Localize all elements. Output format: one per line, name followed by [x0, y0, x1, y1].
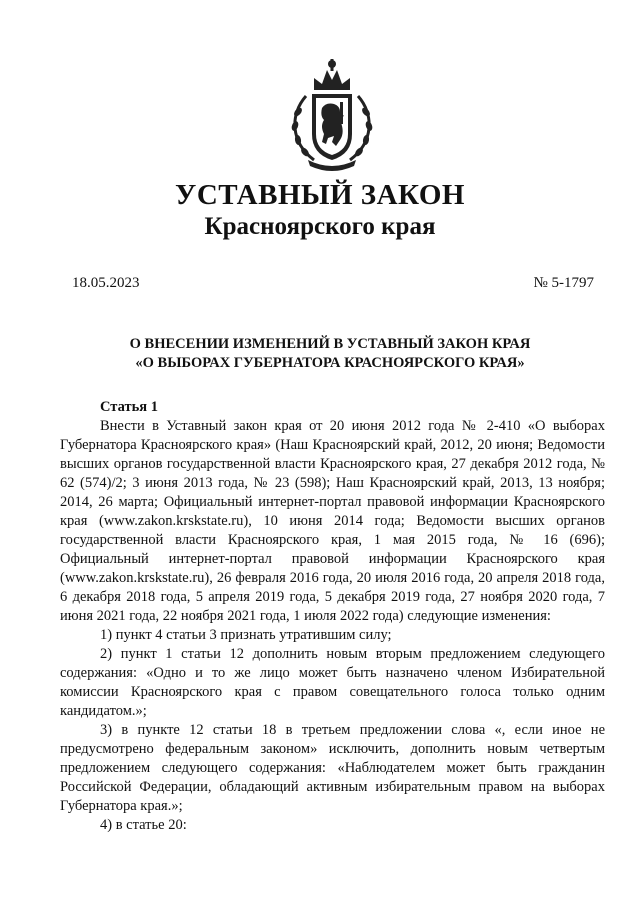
paragraph-item-3: 3) в пункте 12 статьи 18 в третьем предложении слова «, если иное не предусмотрено федеральным законом» исключить, дополнить новым четвертым предложением следующего содержания: «Наблюдателем может быть гражданин Российской Федерации, обладающий активным избирательным правом на выборах Губернатора края.»;: [60, 722, 605, 814]
document-date: 18.05.2023: [72, 275, 140, 291]
paragraph-item-1: 1) пункт 4 статьи 3 признать утратившим силу;: [100, 627, 392, 643]
document-body: [60, 398, 605, 835]
article-title: Статья 1: [100, 399, 158, 415]
paragraph-intro: Внести в Уставный закон края от 20 июня 2012 года № 2-410 «О выборах Губернатора Красноярского края» (Наш Красноярский край, 2012, 20 июня; Ведомости высших органов государственной власти Красноярского края, 27 декабря 2012 года, № 62 (574)/2; 3 июня 2013 года, № 23 (598); Наш Красноярский край, 2013, 13 ноября; 2014, 26 марта; Официальный интернет-портал правовой информации Красноярского края (www.zakon.krskstate.ru), 10 июня 2014 года; Ведомости высших органов государственной власти Красноярского края, 1 мая 2015 года, № 16 (696); Официальный интернет-портал правовой информации Красноярского края (www.zakon.krskstate.ru), 26 февраля 2016 года, 20 июля 2016 года, 20 апреля 2018 года, 6 декабря 2018 года, 5 апреля 2019 года, 5 декабря 2019 года, 27 ноября 2020 года, 7 июня 2021 года, 22 ноября 2021 года, 1 июля 2022 года) следующие изменения:: [60, 418, 605, 624]
document-heading-line1: О ВНЕСЕНИИ ИЗМЕНЕНИЙ В УСТАВНЫЙ ЗАКОН КРАЯ: [129, 336, 531, 352]
document-heading-line2: «О ВЫБОРАХ ГУБЕРНАТОРА КРАСНОЯРСКОГО КРАЯ»: [135, 355, 525, 371]
document-heading: [60, 335, 600, 373]
coat-of-arms-icon: [284, 56, 380, 172]
region-title: Красноярского края: [204, 213, 436, 240]
paragraph-item-2: 2) пункт 1 статьи 12 дополнить новым вторым предложением следующего содержания: «Одно и то же лицо может быть назначено членом Избирательной комиссии Красноярского края с правом совещательного голоса только одним кандидатом.»;: [60, 646, 605, 719]
paragraph-item-4: 4) в статье 20:: [100, 817, 187, 833]
document-number: № 5-1797: [533, 275, 594, 291]
law-type-title: УСТАВНЫЙ ЗАКОН: [175, 179, 465, 211]
